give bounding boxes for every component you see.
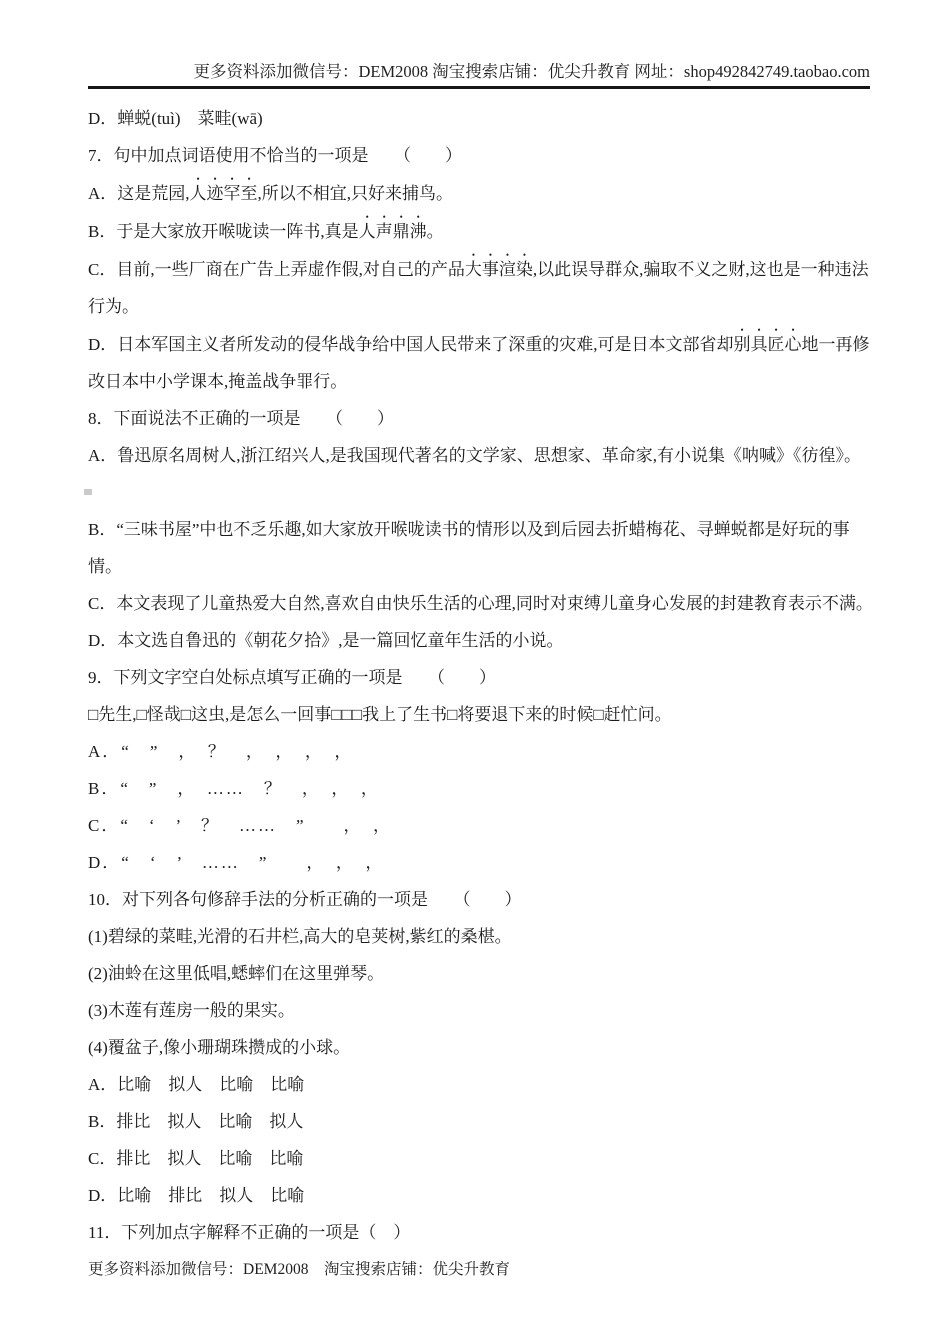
q7-option-b-emphasized: 人声鼎沸 <box>358 222 427 241</box>
q9-stem: 9．下列文字空白处标点填写正确的一项是 （ ） <box>88 668 496 687</box>
header-divider <box>88 86 870 89</box>
q8-option-d: D．本文选自鲁迅的《朝花夕拾》,是一篇回忆童年生活的小说。 <box>88 631 564 650</box>
q7-option-c-emphasized: 大事渲染 <box>464 260 533 279</box>
q9-passage: □先生,□怪哉□这虫,是怎么一回事□□□我上了生书□将要退下来的时候□赶忙问。 <box>88 705 672 724</box>
q7-option-a-pre: A．这是荒园, <box>88 184 190 203</box>
q7-option-b-post: 。 <box>426 222 444 241</box>
q10-option-a: A．比喻 拟人 比喻 比喻 <box>88 1075 305 1094</box>
q7-option-b-pre: B．于是大家放开喉咙读一阵书,真是 <box>88 222 359 241</box>
q7-option-c-pre: C．目前,一些厂商在广告上弄虚作假,对自己的产品 <box>88 260 465 279</box>
q10-option-d: D．比喻 排比 拟人 比喻 <box>88 1186 305 1205</box>
q7-stem: 7．句中加点词语使用不恰当的一项是 （ ） <box>88 146 462 165</box>
q10-item-1: (1)碧绿的菜畦,光滑的石井栏,高大的皂荚树,紫红的桑椹。 <box>88 927 512 946</box>
page-footer-promo: 更多资料添加微信号：DEM2008 淘宝搜索店铺：优尖升教育 <box>88 1261 510 1278</box>
q11-stem: 11．下列加点字解释不正确的一项是（ ） <box>88 1223 411 1242</box>
q8-option-b: B．“三味书屋”中也不乏乐趣,如大家放开喉咙读书的情形以及到后园去折蜡梅花、寻蝉蜕都是好玩的事情。 <box>88 520 850 576</box>
q7-option-c-post: ,以此误导群众,骗取不义之财,这也是一种违法行为。 <box>88 260 869 316</box>
q8-option-c: C．本文表现了儿童热爱大自然,喜欢自由快乐生活的心理,同时对束缚儿童身心发展的封建教育表示不满。 <box>88 594 873 613</box>
q7-option-b <box>88 212 878 250</box>
q7-option-d-pre: D．日本军国主义者所发动的侵华战争给中国人民带来了深重的灾难,可是日本文部省却 <box>88 335 734 354</box>
q7-option-d-emphasized: 别具匠心 <box>733 335 802 354</box>
stray-line <box>88 474 878 511</box>
q7-option-a-post: ,所以不相宜,只好来捕鸟。 <box>257 184 454 203</box>
q10-option-b: B．排比 拟人 比喻 拟人 <box>88 1112 304 1131</box>
q10-option-c: C．排比 拟人 比喻 比喻 <box>88 1149 304 1168</box>
q7-option-d <box>88 325 878 400</box>
q9-option-c: C．“ ‘ ’ ？ …… ” ， ， <box>88 816 392 835</box>
stray-mark <box>84 489 92 495</box>
q10-item-2: (2)油蛉在这里低唱,蟋蟀们在这里弹琴。 <box>88 964 385 983</box>
q9-option-d: D．“ ‘ ’ …… ” ， ， ， <box>88 853 385 872</box>
q7-option-a-emphasized: 人迹罕至 <box>189 184 258 203</box>
document-body <box>88 100 878 1288</box>
q7-option-a <box>88 174 878 212</box>
page-header-promo: 更多资料添加微信号：DEM2008 淘宝搜索店铺：优尖升教育 网址：shop492842749.taobao.com <box>193 62 870 81</box>
q6-option-d: D．蝉蜕(tuì) 菜畦(wā) <box>88 109 263 128</box>
q10-stem: 10．对下列各句修辞手法的分析正确的一项是 （ ） <box>88 890 522 909</box>
q10-item-4: (4)覆盆子,像小珊瑚珠攒成的小球。 <box>88 1038 351 1057</box>
q8-option-a: A．鲁迅原名周树人,浙江绍兴人,是我国现代著名的文学家、思想家、革命家,有小说集《呐喊》《彷徨》。 <box>88 446 862 465</box>
q7-option-d-post: 地一再修改日本中小学课本,掩盖战争罪行。 <box>88 335 870 391</box>
q7-option-c <box>88 250 878 325</box>
q9-option-b: B．“ ” ， …… ？ ， ， ， <box>88 779 380 798</box>
q10-item-3: (3)木莲有莲房一般的果实。 <box>88 1001 295 1020</box>
q8-stem: 8．下面说法不正确的一项是 （ ） <box>88 409 394 428</box>
q9-option-a: A．“ ” ， ？ ， ， ， ， <box>88 742 354 761</box>
